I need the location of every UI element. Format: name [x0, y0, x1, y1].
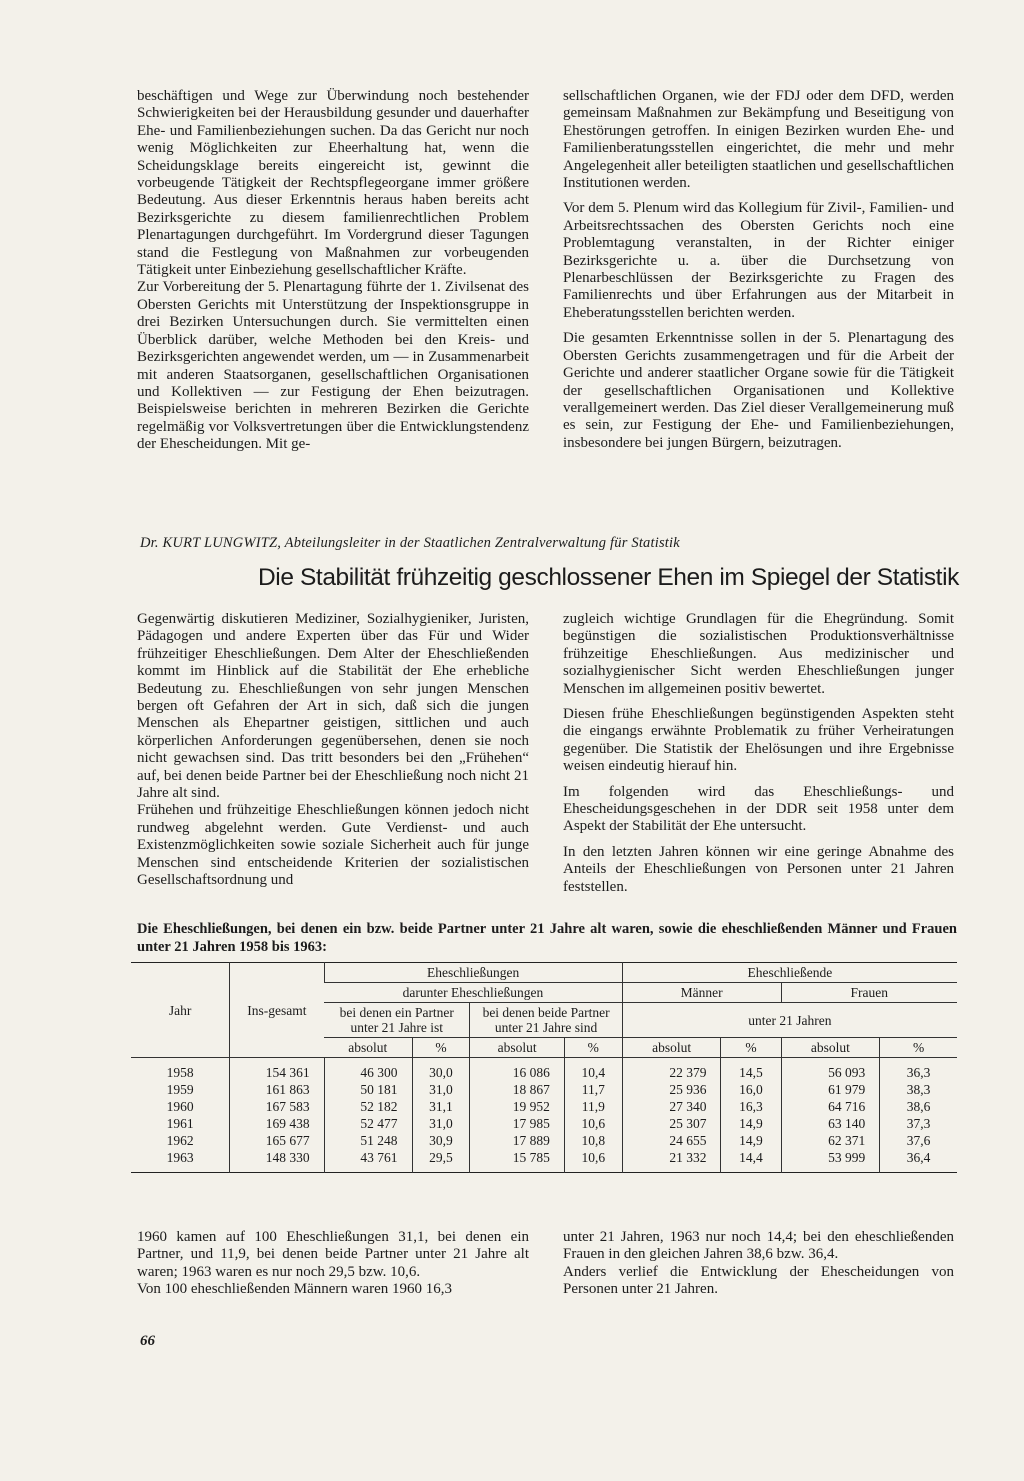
cell-value: 30,0: [412, 1058, 470, 1082]
cell-value: 62 371: [781, 1132, 880, 1149]
cell-value: 10,4: [564, 1058, 622, 1082]
paragraph: Diesen frühe Eheschließungen begünstigenden Aspekten steht die eingangs erwähnte Problematik zu früher Verheiratungen gegenüber. Die Statistik der Ehelösungen und ihre Ergebnisse weisen eindeutig hierauf hin.: [563, 706, 954, 775]
cell-value: 11,7: [564, 1081, 622, 1098]
header-marrying-persons: Eheschließende: [622, 963, 957, 983]
table-caption: Die Eheschließungen, bei denen ein bzw. beide Partner unter 21 Jahre alt waren, sowie die eheschließenden Männer und Frauen unter 21 Jahren 1958 bis 1963:: [137, 921, 957, 955]
header-absolute: absolut: [622, 1038, 721, 1058]
article-column-top-right: [563, 88, 954, 452]
cell-value: 14,9: [721, 1115, 781, 1132]
cell-value: 50 181: [324, 1081, 412, 1098]
cell-value: 56 093: [781, 1058, 880, 1082]
cell-year: 1963: [166, 1150, 194, 1165]
table-row: [131, 1132, 957, 1149]
cell-value: 15 785: [470, 1149, 564, 1173]
table-row: [131, 1058, 957, 1082]
header-percent: %: [880, 1038, 957, 1058]
cell-value: 16,0: [721, 1081, 781, 1098]
cell-value: 36,3: [880, 1058, 957, 1082]
cell-value: 46 300: [324, 1058, 412, 1082]
paragraph: sellschaftlichen Organen, wie der FDJ oder dem DFD, werden gemeinsam Maßnahmen zur Bekämpfung und Beseitigung von Ehestörungen getroffen. In einigen Bezirken wurden Ehe- und Familienberatungsstellen eingerichtet, die mehr und mehr Angelegenheit aller beteiligten staatlichen und gesellschaftlichen Institutionen werden.: [563, 88, 954, 192]
article-headline: Die Stabilität frühzeitig geschlossener Ehen im Spiegel der Statistik: [258, 564, 959, 591]
paragraph: In den letzten Jahren können wir eine geringe Abnahme des Anteils der Eheschließungen von Personen unter 21 Jahren feststellen.: [563, 843, 954, 895]
cell-value: 37,3: [880, 1115, 957, 1132]
article-column-mid-left: [137, 611, 529, 890]
cell-value: 24 655: [622, 1132, 721, 1149]
cell-year: 1960: [166, 1099, 194, 1114]
cell-value: 21 332: [622, 1149, 721, 1173]
page-number: 66: [140, 1333, 155, 1349]
cell-value: 53 999: [781, 1149, 880, 1173]
marriage-statistics-table: [131, 962, 957, 1173]
author-byline: Dr. KURT LUNGWITZ, Abteilungsleiter in der Staatlichen Zentralverwaltung für Statistik: [140, 535, 680, 551]
paragraph: beschäftigen und Wege zur Überwindung noch bestehender Schwierigkeiten bei der Herausbildung gesunder und dauerhafter Ehe- und Familienbeziehungen suchen. Da das Gericht nur noch wenig Möglichkeiten zur Eheerhaltung hat, wenn die Scheidungsklage bereits eingereicht ist, gewinnt die vorbeugende Tätigkeit der Rechtspflegeorgane immer größere Bedeutung. Aus dieser Erkenntnis heraus haben bereits acht Bezirksgerichte zu diesem familienrechtlichen Problem Plenartagungen durchgeführt. Im Vordergrund dieser Tagungen stand die Festlegung von Maßnahmen zur vorbeugenden Tätigkeit unter Einbeziehung gesellschaftlicher Kräfte.: [137, 88, 529, 279]
cell-value: 14,5: [721, 1058, 781, 1082]
cell-value: 51 248: [324, 1132, 412, 1149]
header-both-partners: bei denen beide Partner unter 21 Jahre sind: [470, 1003, 622, 1038]
cell-value: 52 182: [324, 1098, 412, 1115]
cell-year: 1961: [166, 1116, 194, 1131]
header-absolute: absolut: [470, 1038, 564, 1058]
cell-value: 37,6: [880, 1132, 957, 1149]
paragraph: Zur Vorbereitung der 5. Plenartagung führte der 1. Zivilsenat des Obersten Gerichts mit Unterstützung der Inspektionsgruppe in drei Bezirken Untersuchungen durch. Sie vermittelten einen Überblick darüber, welche Methoden bei den Kreis- und Bezirksgerichten angewendet werden, um — in Zusammenarbeit mit anderen Staatsorganen, gesellschaftlichen Organisationen und Kollektiven — zur Festigung der Ehen beizutragen. Beispielsweise berichten in mehreren Bezirken die Gerichte regelmäßig vor Volksvertretungen über die Entwicklungstendenz der Ehescheidungen. Mit ge-: [137, 279, 529, 453]
cell-year: 1962: [166, 1133, 194, 1148]
cell-value: 63 140: [781, 1115, 880, 1132]
cell-value: 14,4: [721, 1149, 781, 1173]
paragraph: Im folgenden wird das Eheschließungs- und Ehescheidungsgeschehen in der DDR seit 1958 unter dem Aspekt der Stabilität der Ehe untersucht.: [563, 783, 954, 835]
cell-value: 16 086: [470, 1058, 564, 1082]
cell-value: 18 867: [470, 1081, 564, 1098]
cell-value: 52 477: [324, 1115, 412, 1132]
cell-value: 10,6: [564, 1115, 622, 1132]
article-column-top-left: [137, 88, 529, 454]
cell-value: 38,3: [880, 1081, 957, 1098]
article-column-bottom-right: [563, 1229, 954, 1299]
paragraph: zugleich wichtige Grundlagen für die Ehegründung. Somit begünstigen die sozialistischen Produktionsverhältnisse frühzeitige Eheschließungen. Aus medizinischer und sozialhygienischer Sicht werden Eheschließungen junger Menschen im allgemeinen positiv bewertet.: [563, 611, 954, 697]
cell-value: 167 583: [230, 1098, 324, 1115]
cell-value: 30,9: [412, 1132, 470, 1149]
header-percent: %: [564, 1038, 622, 1058]
cell-year: 1958: [166, 1065, 194, 1080]
paragraph: Vor dem 5. Plenum wird das Kollegium für Zivil-, Familien- und Arbeitsrechtssachen des Obersten Gerichts noch eine Problemtagung veranstalten, in der Richter einiger Bezirksgerichte u. a. über die Durchsetzung von Plenarbeschlüssen der Bezirksgerichte zu Fragen des Familienrechts und über Erfahrungen aus der Mitarbeit in Eheberatungsstellen berichten werden.: [563, 200, 954, 321]
cell-value: 19 952: [470, 1098, 564, 1115]
paragraph: Anders verlief die Entwicklung der Ehescheidungen von Personen unter 21 Jahren.: [563, 1263, 954, 1298]
paragraph: Gegenwärtig diskutieren Mediziner, Sozialhygieniker, Juristen, Pädagogen und andere Experten über das Für und Wider frühzeitiger Eheschließungen. Dem Alter der Eheschließenden kommt im Hinblick auf die Stabilität der Ehe erhebliche Bedeutung zu. Eheschließungen von sehr jungen Menschen bergen oft Gefahren der Art in sich, daß sich die jungen Menschen als Ehepartner geistigen, sittlichen und auch körperlichen Anforderungen gegenübersehen, denen sie noch nicht gewachsen sind. Das tritt besonders bei den „Frühehen“ auf, bei denen beide Partner bei der Eheschließung noch nicht 21 Jahre alt sind.: [137, 611, 529, 802]
cell-value: 148 330: [230, 1149, 324, 1173]
header-among-them: darunter Eheschließungen: [324, 983, 622, 1003]
cell-value: 10,8: [564, 1132, 622, 1149]
table-row: [131, 1115, 957, 1132]
paragraph: 1960 kamen auf 100 Eheschließungen 31,1, bei denen ein Partner, und 11,9, bei denen beide Partner unter 21 Jahre alt waren; 1963 waren es nur noch 29,5 bzw. 10,6.: [137, 1229, 529, 1280]
table-row: [131, 1081, 957, 1098]
paragraph: unter 21 Jahren, 1963 nur noch 14,4; bei den eheschließenden Frauen in den gleichen Jahren 38,6 bzw. 36,4.: [563, 1229, 954, 1263]
cell-year: 1959: [166, 1082, 194, 1097]
cell-value: 38,6: [880, 1098, 957, 1115]
cell-value: 10,6: [564, 1149, 622, 1173]
cell-value: 17 985: [470, 1115, 564, 1132]
table-row: [131, 1098, 957, 1115]
cell-value: 165 677: [230, 1132, 324, 1149]
cell-value: 16,3: [721, 1098, 781, 1115]
cell-value: 31,1: [412, 1098, 470, 1115]
header-under-21: unter 21 Jahren: [622, 1003, 957, 1038]
cell-value: 14,9: [721, 1132, 781, 1149]
header-percent: %: [721, 1038, 781, 1058]
header-year: Jahr: [131, 963, 230, 1058]
cell-value: 43 761: [324, 1149, 412, 1173]
header-marriages: Eheschließungen: [324, 963, 622, 983]
paragraph: Die gesamten Erkenntnisse sollen in der 5. Plenartagung des Obersten Gerichts zusammengetragen und für die Arbeit der Gerichte und anderer staatlicher Organe sowie für die Tätigkeit der gesellschaftlichen Organisationen und Kollektive verallgemeinert werden. Das Ziel dieser Verallgemeinerung muß es sein, zur Festigung der Ehe- und Familienbeziehungen, insbesondere bei jungen Bürgern, beizutragen.: [563, 330, 954, 451]
cell-value: 61 979: [781, 1081, 880, 1098]
paragraph: Frühehen und frühzeitige Eheschließungen können jedoch nicht rundweg abgelehnt werden. Gute Verdienst- und auch Existenzmöglichkeiten sowie soziale Sicherheit auch für junge Menschen sind entscheidende Kriterien der sozialistischen Gesellschaftsordnung und: [137, 802, 529, 889]
cell-value: 31,0: [412, 1115, 470, 1132]
cell-value: 31,0: [412, 1081, 470, 1098]
header-absolute: absolut: [324, 1038, 412, 1058]
cell-value: 36,4: [880, 1149, 957, 1173]
cell-value: 11,9: [564, 1098, 622, 1115]
header-women: Frauen: [781, 983, 957, 1003]
table-row: [131, 1149, 957, 1173]
article-column-bottom-left: [137, 1229, 529, 1299]
cell-value: 22 379: [622, 1058, 721, 1082]
header-men: Männer: [622, 983, 781, 1003]
header-total: Ins-gesamt: [230, 963, 324, 1058]
cell-value: 25 307: [622, 1115, 721, 1132]
cell-value: 17 889: [470, 1132, 564, 1149]
cell-value: 29,5: [412, 1149, 470, 1173]
cell-value: 169 438: [230, 1115, 324, 1132]
article-column-mid-right: [563, 611, 954, 896]
cell-value: 154 361: [230, 1058, 324, 1082]
header-one-partner: bei denen ein Partner unter 21 Jahre ist: [324, 1003, 470, 1038]
cell-value: 25 936: [622, 1081, 721, 1098]
cell-value: 161 863: [230, 1081, 324, 1098]
header-percent: %: [412, 1038, 470, 1058]
header-absolute: absolut: [781, 1038, 880, 1058]
cell-value: 64 716: [781, 1098, 880, 1115]
paragraph: Von 100 eheschließenden Männern waren 1960 16,3: [137, 1281, 453, 1298]
cell-value: 27 340: [622, 1098, 721, 1115]
